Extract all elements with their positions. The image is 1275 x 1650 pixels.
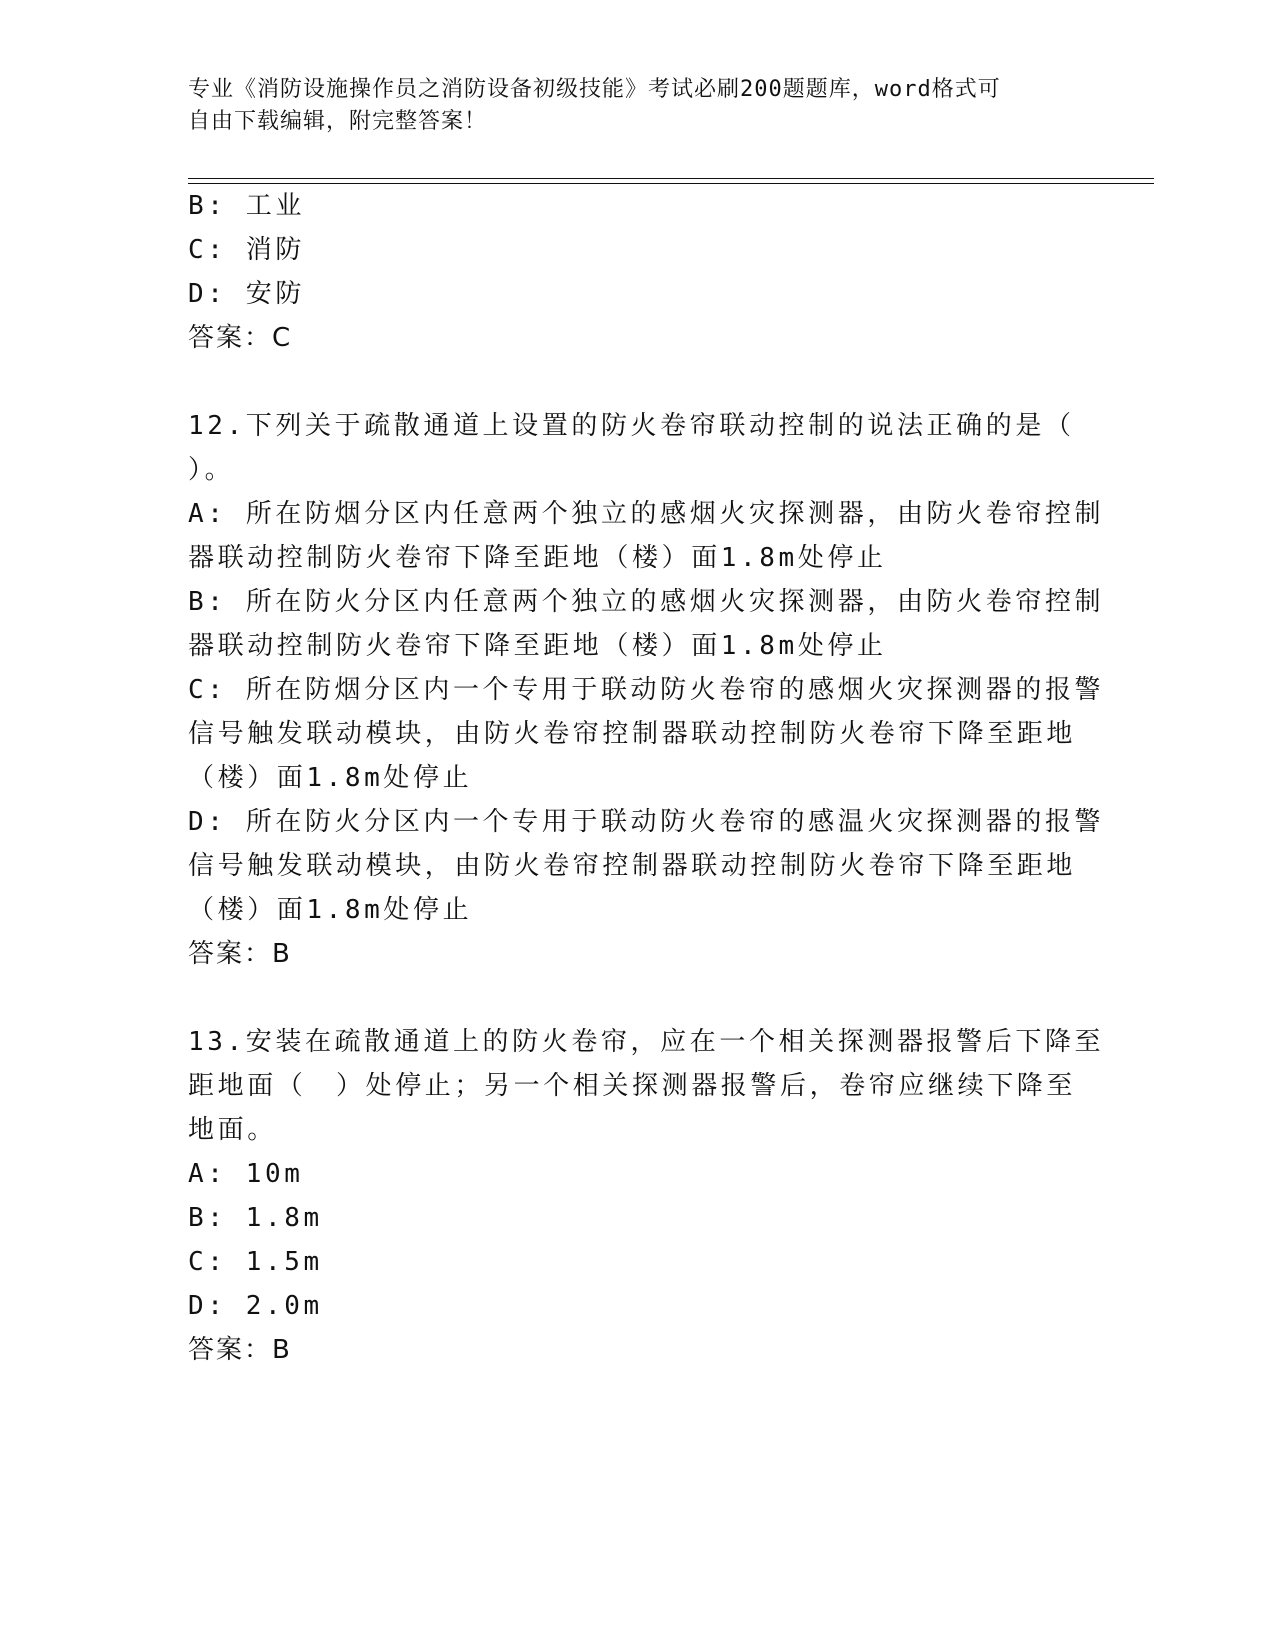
q13-answer: 答案：B [188,1335,292,1365]
q12-option-b-line-2: 器联动控制防火卷帘下降至距地（楼）面1.8m处停止 [188,631,887,661]
q12-option-a-line-1: A: 所在防烟分区内任意两个独立的感烟火灾探测器，由防火卷帘控制 [188,499,1105,529]
q11-option-b: B: 工业 [188,191,305,221]
q13-option-d: D: 2.0m [188,1291,323,1321]
q13-stem-line-3: 地面。 [188,1115,277,1145]
q12-option-d-line-3: （楼）面1.8m处停止 [188,895,473,925]
q12-option-a-line-2: 器联动控制防火卷帘下降至距地（楼）面1.8m处停止 [188,543,887,573]
q12-stem-line-1: 12.下列关于疏散通道上设置的防火卷帘联动控制的说法正确的是（ [188,411,1075,441]
q11-option-d: D: 安防 [188,279,305,309]
q13-stem-line-2: 距地面（ ）处停止；另一个相关探测器报警后，卷帘应继续下降至 [188,1071,1077,1101]
q13-option-b: B: 1.8m [188,1203,323,1233]
q11-option-c: C: 消防 [188,235,305,265]
q13-option-a: A: 10m [188,1159,304,1189]
q12-stem-line-2: ）。 [188,455,235,485]
q13-stem-line-1: 13.安装在疏散通道上的防火卷帘，应在一个相关探测器报警后下降至 [188,1027,1105,1057]
q12-option-c-line-1: C: 所在防烟分区内一个专用于联动防火卷帘的感烟火灾探测器的报警 [188,675,1105,705]
q12-option-d-line-1: D: 所在防火分区内一个专用于联动防火卷帘的感温火灾探测器的报警 [188,807,1105,837]
q12-answer: 答案：B [188,939,292,969]
header-rule-top [188,178,1154,179]
q12-option-c-line-2: 信号触发联动模块，由防火卷帘控制器联动控制防火卷帘下降至距地 [188,719,1077,749]
q12-option-b-line-1: B: 所在防火分区内任意两个独立的感烟火灾探测器，由防火卷帘控制 [188,587,1105,617]
q11-answer: 答案：C [188,323,293,353]
header-rule-bottom [188,183,1154,184]
q12-option-d-line-2: 信号触发联动模块，由防火卷帘控制器联动控制防火卷帘下降至距地 [188,851,1077,881]
q13-option-c: C: 1.5m [188,1247,323,1277]
q12-option-c-line-3: （楼）面1.8m处停止 [188,763,473,793]
page-header: 专业《消防设施操作员之消防设备初级技能》考试必刷200题题库，word格式可 自由下载编辑，附完整答案！ [188,77,1001,134]
